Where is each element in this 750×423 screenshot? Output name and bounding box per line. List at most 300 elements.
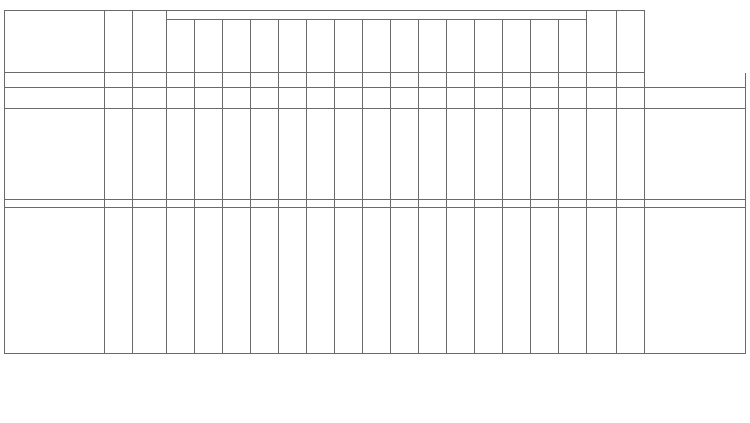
- table-cell: [133, 235, 167, 242]
- table-cell: [503, 102, 531, 109]
- table-cell: [419, 137, 447, 144]
- table-cell: [447, 256, 475, 263]
- table-cell: [363, 158, 391, 165]
- table-cell: [587, 298, 617, 305]
- table-cell: [503, 339, 531, 346]
- table-cell: [307, 346, 335, 353]
- table-cell: [391, 165, 419, 172]
- table-cell: [391, 332, 419, 339]
- table-cell: [645, 73, 746, 80]
- table-cell: [645, 235, 746, 242]
- table-cell: [419, 80, 447, 87]
- table-cell: [363, 277, 391, 284]
- table-row: [5, 346, 746, 353]
- table-cell: [251, 109, 279, 116]
- table-cell: [559, 144, 587, 151]
- table-cell: [645, 311, 746, 318]
- table-cell: [419, 256, 447, 263]
- table-cell: [105, 185, 133, 192]
- table-row: [5, 87, 746, 94]
- table-cell: [133, 242, 167, 249]
- table-cell: [195, 242, 223, 249]
- table-cell: [195, 130, 223, 137]
- table-cell: [391, 130, 419, 137]
- table-cell: [559, 130, 587, 137]
- table-cell: [307, 277, 335, 284]
- table-cell: [335, 291, 363, 298]
- table-cell: [335, 270, 363, 277]
- table-cell: [447, 291, 475, 298]
- table-cell: [617, 222, 645, 229]
- table-cell: [531, 158, 559, 165]
- table-cell: [307, 332, 335, 339]
- table-cell: [167, 263, 195, 270]
- table-cell: [559, 284, 587, 291]
- table-cell: [105, 165, 133, 172]
- table-cell: [391, 256, 419, 263]
- table-row: [5, 109, 746, 116]
- table-cell: [645, 291, 746, 298]
- table-cell: [617, 185, 645, 192]
- table-cell: [251, 80, 279, 87]
- table-row: [5, 171, 746, 178]
- table-cell: [133, 87, 167, 94]
- table-cell: [195, 291, 223, 298]
- table-cell: [105, 256, 133, 263]
- table-cell: [223, 192, 251, 199]
- table-cell: [223, 116, 251, 123]
- table-cell: [587, 151, 617, 158]
- footnote: [4, 408, 746, 417]
- table-cell: [167, 165, 195, 172]
- table-cell: [645, 304, 746, 311]
- table-cell: [279, 137, 307, 144]
- table-cell: [133, 95, 167, 102]
- table-row: [5, 144, 746, 151]
- row-label: [5, 304, 105, 311]
- table-cell: [447, 95, 475, 102]
- table-cell: [391, 144, 419, 151]
- table-row: [5, 325, 746, 332]
- table-cell: [645, 298, 746, 305]
- table-cell: [363, 144, 391, 151]
- table-cell: [559, 215, 587, 222]
- table-cell: [559, 178, 587, 185]
- table-cell: [617, 215, 645, 222]
- table-cell: [391, 242, 419, 249]
- table-cell: [503, 235, 531, 242]
- table-cell: [503, 229, 531, 236]
- table-cell: [223, 318, 251, 325]
- table-cell: [279, 207, 307, 214]
- table-cell: [105, 80, 133, 87]
- table-cell: [195, 207, 223, 214]
- table-cell: [447, 325, 475, 332]
- header-content-col-14: [531, 20, 559, 73]
- table-cell: [531, 171, 559, 178]
- table-cell: [167, 171, 195, 178]
- table-cell: [559, 249, 587, 256]
- table-row: [5, 256, 746, 263]
- table-cell: [105, 263, 133, 270]
- table-cell: [559, 291, 587, 298]
- table-cell: [447, 151, 475, 158]
- table-cell: [475, 102, 503, 109]
- table-cell: [419, 263, 447, 270]
- table-cell: [279, 87, 307, 94]
- table-cell: [307, 109, 335, 116]
- table-cell: [617, 73, 645, 80]
- table-cell: [559, 332, 587, 339]
- table-cell: [391, 284, 419, 291]
- table-cell: [447, 116, 475, 123]
- table-cell: [307, 137, 335, 144]
- table-cell: [503, 242, 531, 249]
- table-cell: [335, 229, 363, 236]
- table-cell: [503, 249, 531, 256]
- table-cell: [363, 171, 391, 178]
- table-cell: [105, 277, 133, 284]
- table-cell: [559, 109, 587, 116]
- table-cell: [587, 123, 617, 130]
- table-cell: [133, 80, 167, 87]
- table-cell: [105, 207, 133, 214]
- table-cell: [559, 277, 587, 284]
- table-cell: [195, 80, 223, 87]
- table-cell: [447, 123, 475, 130]
- table-cell: [251, 158, 279, 165]
- table-cell: [279, 144, 307, 151]
- table-cell: [645, 165, 746, 172]
- table-cell: [133, 137, 167, 144]
- table-cell: [475, 339, 503, 346]
- table-cell: [587, 325, 617, 332]
- table-cell: [195, 151, 223, 158]
- table-cell: [419, 229, 447, 236]
- table-cell: [531, 222, 559, 229]
- table-cell: [617, 339, 645, 346]
- table-cell: [223, 215, 251, 222]
- table-cell: [167, 87, 195, 94]
- table-cell: [335, 144, 363, 151]
- table-cell: [475, 291, 503, 298]
- table-cell: [251, 95, 279, 102]
- table-cell: [223, 95, 251, 102]
- table-cell: [133, 311, 167, 318]
- table-cell: [251, 332, 279, 339]
- table-cell: [223, 200, 251, 208]
- table-cell: [307, 311, 335, 318]
- table-cell: [645, 242, 746, 249]
- table-cell: [307, 256, 335, 263]
- table-cell: [307, 144, 335, 151]
- table-cell: [195, 332, 223, 339]
- table-cell: [391, 304, 419, 311]
- table-cell: [307, 151, 335, 158]
- table-cell: [223, 151, 251, 158]
- table-header: [5, 11, 746, 73]
- table-cell: [447, 332, 475, 339]
- table-cell: [167, 325, 195, 332]
- table-cell: [391, 215, 419, 222]
- table-cell: [587, 165, 617, 172]
- table-cell: [617, 123, 645, 130]
- table-cell: [503, 207, 531, 214]
- table-cell: [251, 339, 279, 346]
- table-cell: [531, 207, 559, 214]
- row-label: [5, 207, 105, 214]
- table-cell: [279, 229, 307, 236]
- table-cell: [503, 165, 531, 172]
- table-cell: [419, 123, 447, 130]
- table-cell: [419, 215, 447, 222]
- table-cell: [363, 95, 391, 102]
- table-row: [5, 222, 746, 229]
- table-cell: [105, 222, 133, 229]
- row-label: [5, 298, 105, 305]
- table-cell: [559, 339, 587, 346]
- table-cell: [133, 318, 167, 325]
- table-cell: [363, 130, 391, 137]
- table-cell: [617, 249, 645, 256]
- row-label: [5, 242, 105, 249]
- table-cell: [587, 130, 617, 137]
- table-cell: [335, 102, 363, 109]
- table-cell: [475, 325, 503, 332]
- table-cell: [531, 116, 559, 123]
- table-cell: [419, 277, 447, 284]
- table-cell: [105, 242, 133, 249]
- table-cell: [391, 318, 419, 325]
- table-cell: [251, 325, 279, 332]
- table-cell: [133, 256, 167, 263]
- table-cell: [335, 284, 363, 291]
- table-row: [5, 332, 746, 339]
- table-cell: [195, 256, 223, 263]
- table-cell: [133, 165, 167, 172]
- table-cell: [475, 256, 503, 263]
- table-cell: [475, 318, 503, 325]
- table-cell: [279, 178, 307, 185]
- table-cell: [419, 192, 447, 199]
- table-cell: [307, 242, 335, 249]
- table-cell: [363, 242, 391, 249]
- table-cell: [587, 192, 617, 199]
- table-cell: [531, 270, 559, 277]
- table-cell: [105, 318, 133, 325]
- table-cell: [475, 298, 503, 305]
- table-row: [5, 339, 746, 346]
- table-cell: [105, 339, 133, 346]
- table-cell: [279, 123, 307, 130]
- table-row: [5, 215, 746, 222]
- table-cell: [503, 144, 531, 151]
- table-cell: [133, 178, 167, 185]
- table-cell: [391, 311, 419, 318]
- table-cell: [363, 311, 391, 318]
- table-row: [5, 270, 746, 277]
- table-cell: [105, 325, 133, 332]
- table-cell: [391, 73, 419, 80]
- table-row: [5, 277, 746, 284]
- table-cell: [391, 298, 419, 305]
- table-cell: [251, 298, 279, 305]
- table-cell: [223, 339, 251, 346]
- table-cell: [447, 102, 475, 109]
- table-cell: [447, 192, 475, 199]
- table-cell: [503, 270, 531, 277]
- table-cell: [105, 137, 133, 144]
- table-cell: [531, 256, 559, 263]
- table-cell: [559, 263, 587, 270]
- table-cell: [645, 346, 746, 353]
- table-cell: [559, 346, 587, 353]
- table-cell: [391, 222, 419, 229]
- table-cell: [223, 123, 251, 130]
- table-cell: [279, 249, 307, 256]
- table-cell: [391, 263, 419, 270]
- table-cell: [307, 102, 335, 109]
- table-cell: [251, 116, 279, 123]
- table-cell: [279, 171, 307, 178]
- table-cell: [475, 95, 503, 102]
- row-label: [5, 249, 105, 256]
- table-cell: [223, 171, 251, 178]
- table-cell: [419, 339, 447, 346]
- table-cell: [279, 332, 307, 339]
- table-cell: [195, 73, 223, 80]
- table-cell: [447, 222, 475, 229]
- table-cell: [587, 215, 617, 222]
- table-cell: [391, 137, 419, 144]
- table-cell: [251, 215, 279, 222]
- table-cell: [335, 171, 363, 178]
- table-cell: [559, 73, 587, 80]
- table-cell: [475, 222, 503, 229]
- table-cell: [167, 144, 195, 151]
- table-cell: [531, 263, 559, 270]
- table-cell: [559, 256, 587, 263]
- table-cell: [167, 291, 195, 298]
- row-label: [5, 137, 105, 144]
- table-cell: [391, 291, 419, 298]
- table-cell: [251, 263, 279, 270]
- table-cell: [531, 346, 559, 353]
- table-cell: [195, 116, 223, 123]
- table-cell: [307, 207, 335, 214]
- table-body: [5, 73, 746, 354]
- table-cell: [645, 339, 746, 346]
- table-cell: [335, 311, 363, 318]
- table-row: [5, 137, 746, 144]
- table-cell: [335, 87, 363, 94]
- table-cell: [279, 116, 307, 123]
- table-cell: [133, 171, 167, 178]
- table-cell: [195, 215, 223, 222]
- table-cell: [335, 215, 363, 222]
- header-content-col-12: [475, 20, 503, 73]
- table-cell: [391, 339, 419, 346]
- table-row: [5, 200, 746, 208]
- table-cell: [447, 158, 475, 165]
- table-cell: [475, 229, 503, 236]
- table-cell: [223, 102, 251, 109]
- table-cell: [419, 242, 447, 249]
- table-cell: [391, 87, 419, 94]
- table-cell: [645, 95, 746, 102]
- table-cell: [251, 270, 279, 277]
- table-cell: [167, 298, 195, 305]
- table-cell: [475, 192, 503, 199]
- row-label: [5, 102, 105, 109]
- table-row: [5, 192, 746, 199]
- table-cell: [195, 185, 223, 192]
- table-cell: [279, 318, 307, 325]
- table-cell: [195, 95, 223, 102]
- table-cell: [363, 123, 391, 130]
- table-cell: [645, 332, 746, 339]
- table-cell: [167, 311, 195, 318]
- table-cell: [645, 318, 746, 325]
- table-cell: [587, 229, 617, 236]
- table-cell: [223, 130, 251, 137]
- table-cell: [335, 263, 363, 270]
- table-cell: [645, 277, 746, 284]
- table-cell: [335, 151, 363, 158]
- table-cell: [419, 332, 447, 339]
- table-cell: [133, 325, 167, 332]
- table-cell: [279, 298, 307, 305]
- table-cell: [335, 200, 363, 208]
- table-cell: [307, 130, 335, 137]
- row-label: [5, 291, 105, 298]
- table-cell: [223, 137, 251, 144]
- table-cell: [307, 339, 335, 346]
- row-label: [5, 325, 105, 332]
- table-cell: [307, 235, 335, 242]
- table-cell: [531, 318, 559, 325]
- table-cell: [447, 270, 475, 277]
- row-label: [5, 200, 105, 208]
- table-cell: [363, 151, 391, 158]
- table-cell: [475, 249, 503, 256]
- table-cell: [363, 87, 391, 94]
- table-cell: [587, 346, 617, 353]
- table-cell: [447, 304, 475, 311]
- table-cell: [617, 200, 645, 208]
- table-cell: [279, 270, 307, 277]
- table-cell: [105, 130, 133, 137]
- table-cell: [223, 256, 251, 263]
- table-cell: [531, 304, 559, 311]
- table-cell: [133, 291, 167, 298]
- table-cell: [307, 222, 335, 229]
- table-cell: [335, 73, 363, 80]
- table-cell: [419, 291, 447, 298]
- table-cell: [251, 222, 279, 229]
- table-cell: [531, 235, 559, 242]
- table-cell: [531, 137, 559, 144]
- table-cell: [645, 80, 746, 87]
- table-cell: [503, 318, 531, 325]
- table-cell: [279, 73, 307, 80]
- table-cell: [475, 116, 503, 123]
- table-row: [5, 123, 746, 130]
- table-cell: [645, 249, 746, 256]
- table-cell: [419, 311, 447, 318]
- table-cell: [335, 137, 363, 144]
- table-cell: [335, 158, 363, 165]
